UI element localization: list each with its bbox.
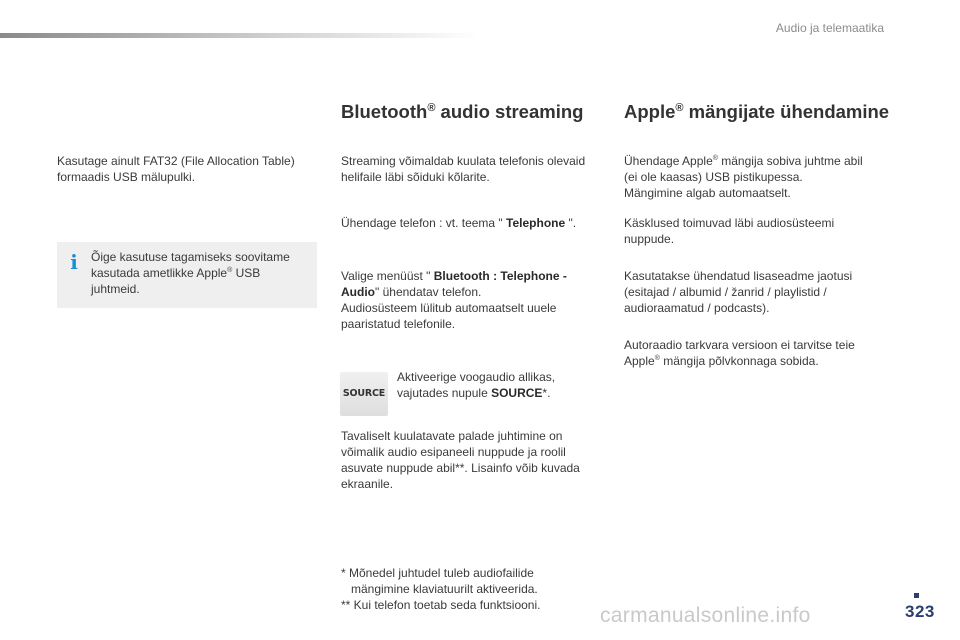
apple-controls-text: Käsklused toimuvad läbi audiosüsteemi nuppude.: [624, 216, 835, 246]
page-marker: [914, 593, 919, 598]
source-button-image: SOURCE: [340, 372, 388, 416]
apple-categories-text: Kasutatakse ühendatud lisaseadme jaotusi (esitajad / albumid / žanrid / playlistid / audioraamatud / podcasts).: [624, 269, 853, 315]
connect-phone-text: Ühendage telefon : vt. teema " Telephone ".: [341, 216, 577, 230]
apple-compat-text: Autoraadio tarkvara versioon ei tarvitse teie Apple® mängija põlvkonnaga sobida.: [624, 338, 855, 368]
info-icon: i: [70, 250, 78, 274]
streaming-intro: Streaming võimaldab kuulata telefonis olevaid helifaile läbi sõiduki kõlarite.: [341, 154, 586, 184]
apple-connect-text: Ühendage Apple® mängija sobiva juhtme abil (ei ole kaasas) USB pistikupessa. Mängimine algab automaatselt.: [624, 154, 863, 200]
bluetooth-heading: Bluetooth® audio streaming: [341, 101, 584, 122]
activate-source-text: Aktiveerige voogaudio allikas, vajutades nupule SOURCE*.: [397, 370, 556, 400]
watermark: carmanualsonline.info: [600, 604, 811, 627]
section-title: Audio ja telemaatika: [775, 21, 884, 35]
footnotes: * Mõnedel juhtudel tuleb audiofailide mängimine klaviatuurilt aktiveerida. ** Kui telefon toetab seda funktsiooni.: [341, 566, 541, 612]
page-number: 323: [905, 602, 935, 621]
header-bar: [0, 33, 480, 38]
track-control-text: Tavaliselt kuulatavate palade juhtimine on võimalik audio esipaneeli nuppude ja roolil asuvate nuppude abil**. Lisainfo võib kuvada ekraanile.: [341, 429, 580, 491]
info-text: Õige kasutuse tagamiseks soovitame kasutada ametlikke Apple® USB juhtmeid.: [91, 250, 290, 296]
select-phone-text: Valige menüüst " Bluetooth : Telephone - Audio" ühendatav telefon. Audiosüsteem lülitub automaatselt uuele paaristatud telefonile.: [341, 269, 567, 331]
usb-format-note: Kasutage ainult FAT32 (File Allocation Table) formaadis USB mälupulki.: [57, 154, 295, 184]
apple-heading: Apple® mängijate ühendamine: [624, 101, 890, 122]
info-box: [57, 242, 317, 308]
